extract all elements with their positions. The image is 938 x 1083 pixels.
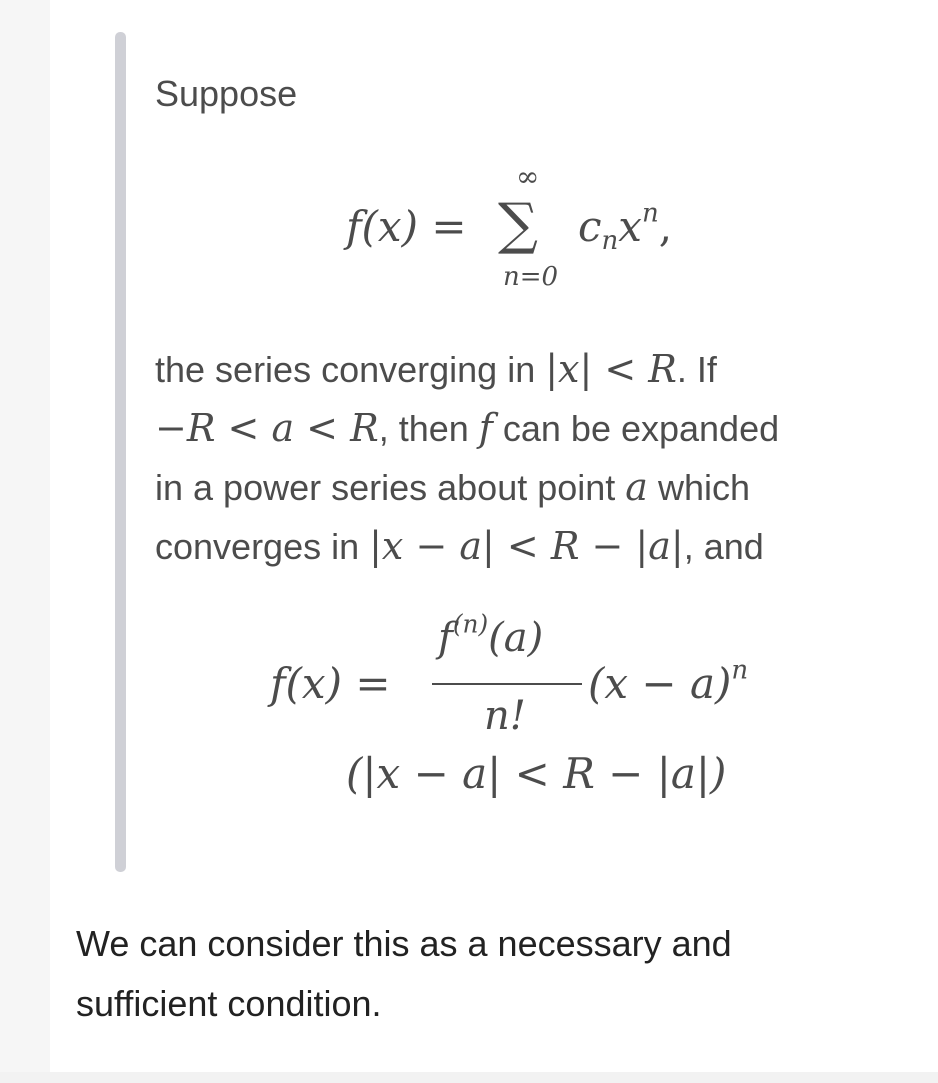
- paragraph-line-2: [155, 399, 779, 458]
- equation-taylor-expansion: [270, 609, 790, 815]
- fraction-bar: [432, 683, 582, 685]
- sum-lower-limit: n=0: [503, 262, 559, 292]
- numerator-argument: (a): [488, 615, 544, 661]
- equation2-power-term: [588, 655, 749, 708]
- power: n: [641, 198, 659, 229]
- equation1-rhs: [578, 198, 673, 256]
- power-base: (x − a): [588, 659, 732, 708]
- quote-paragraph: [155, 340, 779, 576]
- inline-math: −R < a < R: [155, 406, 379, 450]
- numerator-function: f: [438, 615, 453, 661]
- equation1-lhs: f(x) =: [346, 202, 467, 251]
- text-run: , and: [683, 526, 764, 567]
- variable: x: [618, 202, 642, 251]
- fraction-numerator: [438, 609, 544, 661]
- text-run: the series converging in: [155, 349, 546, 390]
- closing-line-1: We can consider this as a necessary and: [76, 923, 732, 964]
- bottom-divider: [0, 1072, 938, 1083]
- coefficient: c: [578, 202, 602, 251]
- inline-math: f: [478, 406, 493, 450]
- text-run: converges in: [155, 526, 370, 567]
- inline-math: |x| < R: [545, 347, 677, 391]
- quote-intro: Suppose: [155, 73, 298, 114]
- sum-upper-limit: ∞: [516, 160, 540, 193]
- power-exponent: n: [731, 655, 749, 686]
- blockquote-bar: [115, 32, 126, 872]
- text-run: , then: [378, 408, 479, 449]
- sum-operator: ∑: [498, 192, 538, 257]
- inline-math: |x − a| < R − |a|: [369, 524, 684, 568]
- text-run: . If: [676, 349, 717, 390]
- equation2-lhs: f(x) =: [270, 659, 391, 708]
- fraction-denominator: n!: [484, 693, 526, 739]
- paragraph-line-4: [155, 517, 779, 576]
- text-run: in a power series about point: [155, 467, 626, 508]
- coefficient-index: n: [601, 225, 619, 256]
- derivative-order: (n): [452, 609, 489, 639]
- equation1-comma: ,: [658, 202, 673, 251]
- closing-paragraph: [76, 914, 732, 1034]
- closing-line-2: sufficient condition.: [76, 983, 382, 1024]
- equation2-condition: (|x − a| < R − |a|): [346, 749, 727, 798]
- equation-power-series: [340, 160, 740, 300]
- paragraph-line-3: [155, 458, 779, 517]
- text-run: which: [647, 467, 750, 508]
- inline-math: a: [625, 465, 648, 509]
- text-run: can be expanded: [492, 408, 780, 449]
- paragraph-line-1: [155, 340, 779, 399]
